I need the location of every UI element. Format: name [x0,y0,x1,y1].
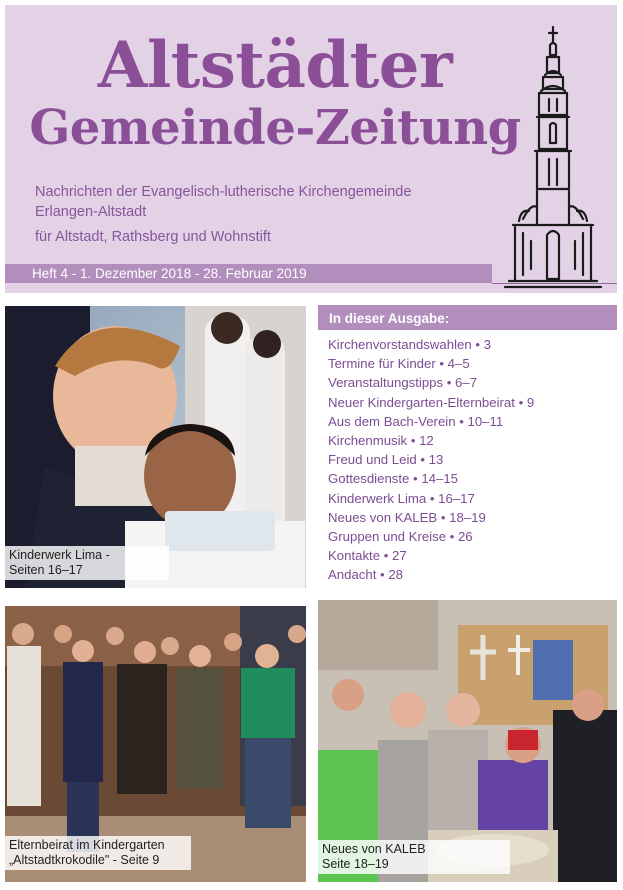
photo-kaleb [318,600,617,882]
contents-item[interactable]: Kirchenmusik • 12 [328,433,434,449]
masthead-subtitle-location: Erlangen-Altstadt [35,204,147,220]
issue-bar [5,264,492,283]
masthead-title-line1: Altstädter [97,28,453,103]
masthead-title-line2: Gemeinde-Zeitung [29,100,521,156]
contents-item[interactable]: Aus dem Bach-Verein • 10–11 [328,413,504,429]
photo-caption-pages: Seite 18–19 [322,857,389,871]
masthead [5,5,617,293]
contents-item[interactable]: Neuer Kindergarten-Elternbeirat • 9 [328,394,535,410]
contents-item[interactable]: Gottesdienste • 14–15 [328,471,458,487]
masthead-subtitle: Nachrichten der Evangelisch-lutherische Kirchengemeinde [35,184,412,200]
contents-item[interactable]: Kontakte • 27 [328,548,407,564]
contents-item[interactable]: Veranstaltungstipps • 6–7 [328,375,478,391]
church-tower-icon [503,19,603,295]
contents-list [318,330,617,585]
contents-item[interactable]: Kinderwerk Lima • 16–17 [328,490,475,506]
contents-item[interactable]: Neues von KALEB • 18–19 [328,509,486,525]
masthead-subtitle-areas: für Altstadt, Rathsberg und Wohnstift [35,229,271,245]
contents-item[interactable]: Gruppen und Kreise • 26 [328,529,473,545]
contents-item[interactable]: Andacht • 28 [328,567,404,583]
photo-caption-pages: Seiten 16–17 [9,563,83,577]
photo-caption [318,840,510,874]
contents-item[interactable]: Freud und Leid • 13 [328,452,444,468]
photo-caption-title: Elternbeirat im Kindergarten [9,838,165,852]
photo-caption-pages: „Altstadtkrokodile" - Seite 9 [9,853,160,867]
photo-caption [5,836,191,870]
table-of-contents [318,305,617,588]
photo-caption-title: Kinderwerk Lima - [9,548,110,562]
contents-heading: In dieser Ausgabe: [318,305,617,330]
photo-caption [5,546,169,580]
photo-caption-title: Neues von KALEB [322,842,426,856]
contents-item[interactable]: Kirchenvorstandswahlen • 3 [328,337,491,352]
photo-kinderwerk-lima [5,306,306,588]
photo-kindergarten-elternbeirat [5,606,306,882]
issue-date: Heft 4 - 1. Dezember 2018 - 28. Februar 2019 [32,266,307,281]
contents-item[interactable]: Termine für Kinder • 4–5 [328,356,470,372]
